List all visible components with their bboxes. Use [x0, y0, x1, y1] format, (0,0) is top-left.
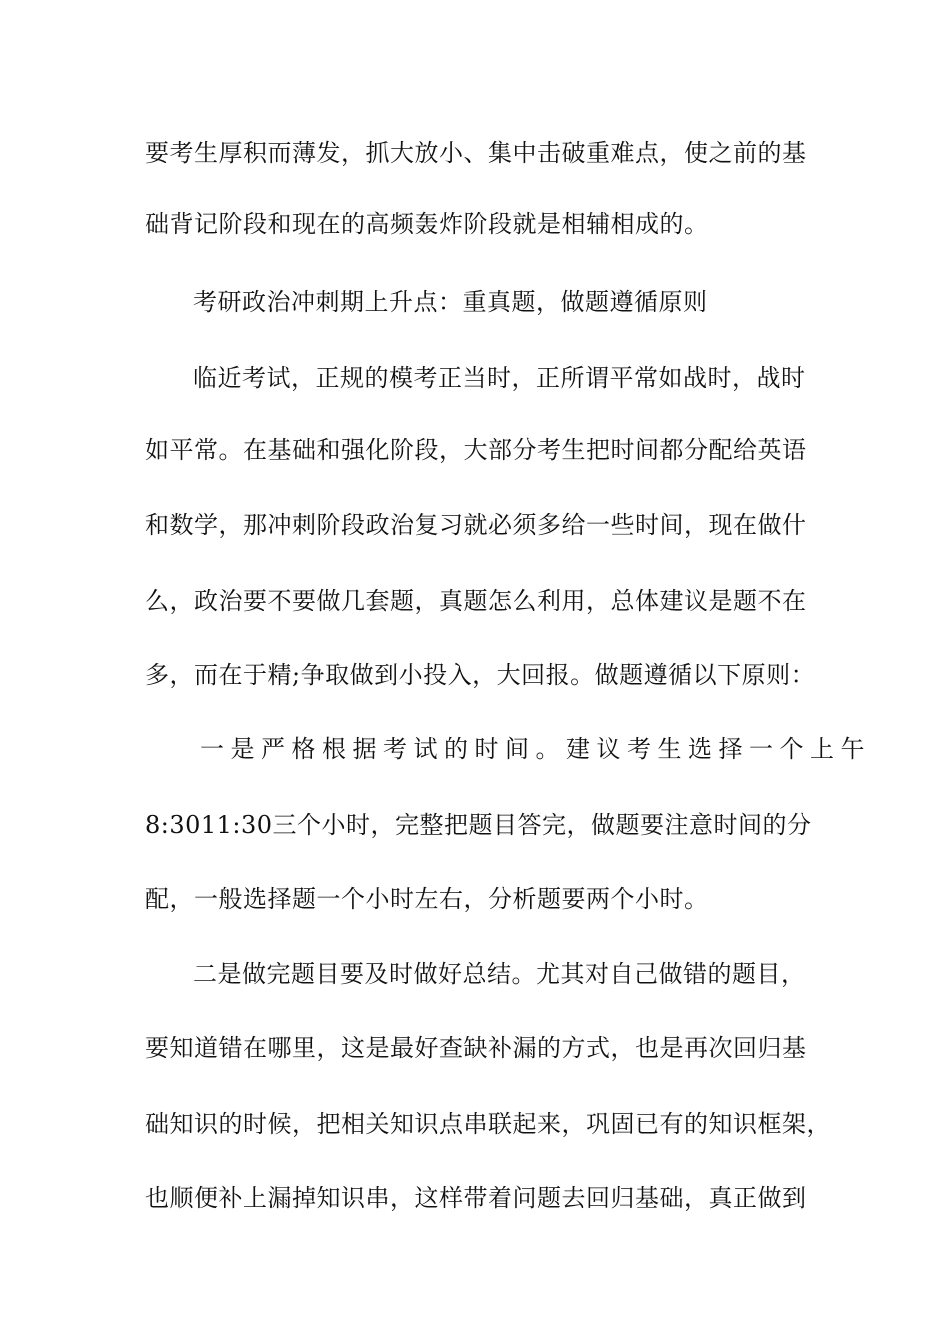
paragraph-line: 一是严格根据考试的时间。建议考生选择一个上午: [200, 735, 871, 763]
paragraph-line: 临近考试，正规的模考正当时，正所谓平常如战时，战时: [193, 364, 806, 392]
paragraph-line: 8:3011:30三个小时，完整把题目答完，做题要注意时间的分: [145, 811, 812, 839]
section-heading: 考研政治冲刺期上升点：重真题，做题遵循原则: [193, 288, 708, 316]
paragraph-line: 如平常。在基础和强化阶段，大部分考生把时间都分配给英语: [145, 436, 807, 464]
paragraph-line: 要考生厚积而薄发，抓大放小、集中击破重难点，使之前的基: [145, 139, 807, 167]
paragraph-line: 础背记阶段和现在的高频轰炸阶段就是相辅相成的。: [145, 210, 709, 238]
paragraph-line: 二是做完题目要及时做好总结。尤其对自己做错的题目，: [193, 960, 806, 988]
paragraph-line: 么，政治要不要做几套题，真题怎么利用，总体建议是题不在: [145, 587, 807, 615]
paragraph-line: 要知道错在哪里，这是最好查缺补漏的方式，也是再次回归基: [145, 1034, 807, 1062]
paragraph-line: 础知识的时候，把相关知识点串联起来，巩固已有的知识框架，: [145, 1110, 831, 1138]
paragraph-line: 多，而在于精;争取做到小投入，大回报。做题遵循以下原则：: [145, 661, 816, 689]
paragraph-line: 配，一般选择题一个小时左右，分析题要两个小时。: [145, 885, 709, 913]
paragraph-line: 和数学，那冲刺阶段政治复习就必须多给一些时间，现在做什: [145, 511, 807, 539]
paragraph-line: 也顺便补上漏掉知识串，这样带着问题去回归基础，真正做到: [145, 1184, 807, 1212]
